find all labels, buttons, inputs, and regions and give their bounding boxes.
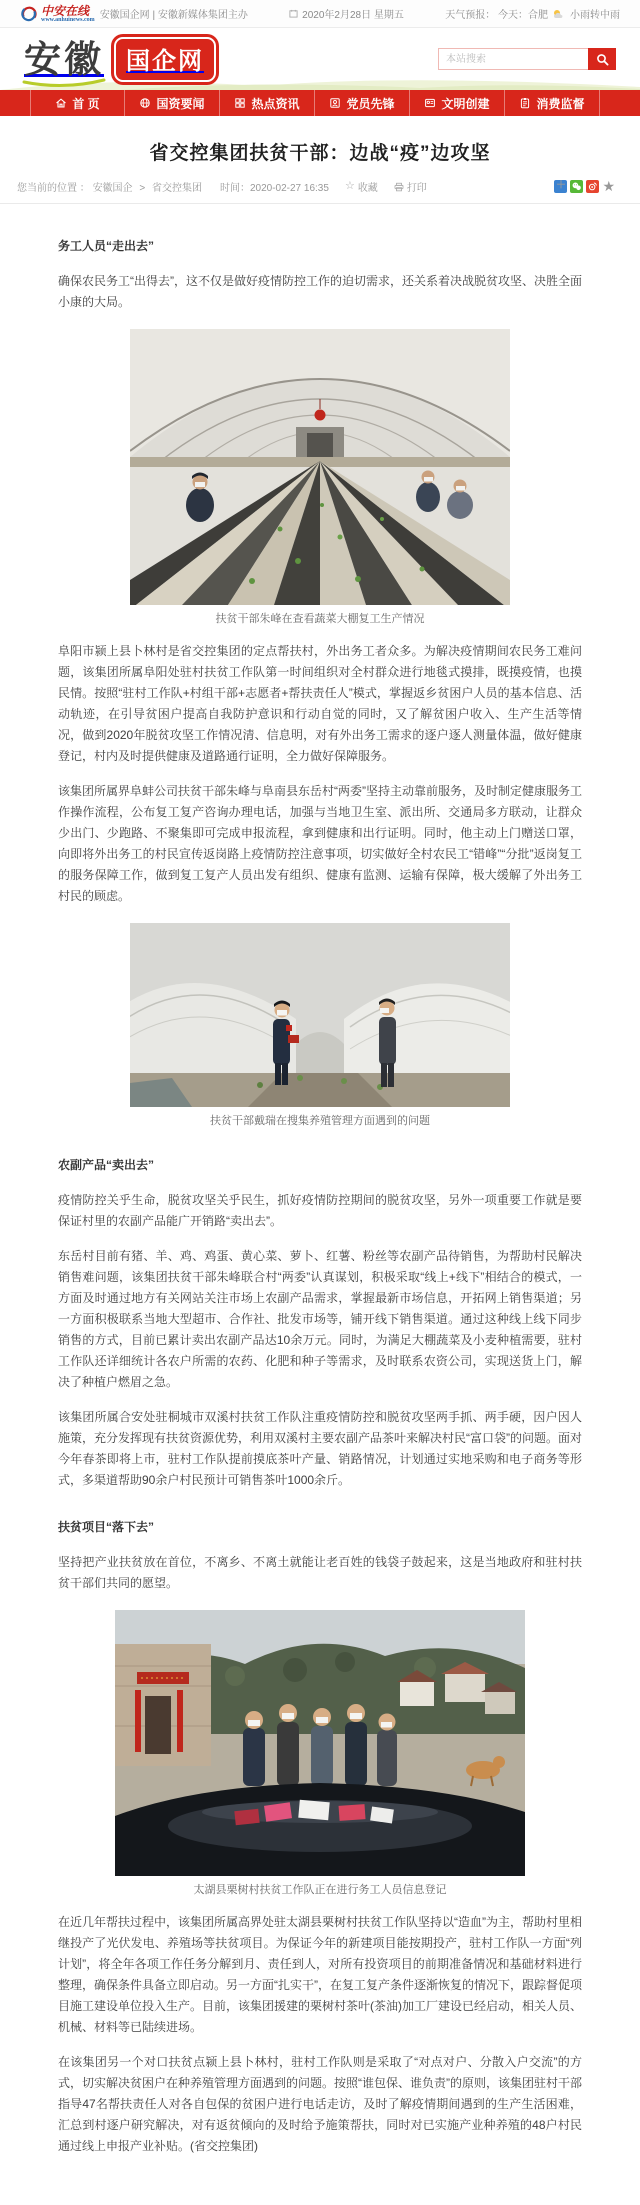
collect-star-icon: ☆ — [344, 180, 355, 192]
nav-item-party-pioneer[interactable]: 党员先锋 — [315, 90, 410, 116]
paragraph: 疫情防控关乎生命，脱贫攻坚关乎民生，抓好疫情防控期间的脱贫攻坚，另外一项重要工作就是要保证村里的农副产品能广开销路“卖出去”。 — [58, 1193, 582, 1228]
section-heading-workers-go-out: 务工人员“走出去” — [58, 239, 155, 253]
search-icon — [596, 53, 609, 66]
topbar — [0, 0, 640, 28]
anhuinews-logo-text: 中安在线 www.anhuinews.com — [41, 3, 95, 23]
figure-village-registration — [58, 1610, 582, 1898]
site-header — [0, 28, 640, 90]
main-nav — [0, 90, 640, 116]
news-grid-icon — [234, 97, 246, 109]
share-more-icon[interactable]: ＋ — [555, 180, 566, 191]
site-logo-anhui: 安徽 — [24, 36, 104, 81]
article-meta — [0, 179, 640, 204]
collect-button[interactable]: ☆ 收藏 — [344, 180, 378, 194]
paragraph: 该集团所属合安处驻桐城市双溪村扶贫工作队注重疫情防控和脱贫攻坚两手抓、两手硬，因户因人施策，充分发挥现有扶贫资源优势，利用双溪村主要农副产品茶叶来解决村民“富口袋”的问题。面对今年春茶即将上市，驻村工作队提前摸底茶叶产量、销路情况，计划通过实地采购和电子商务等形式，多渠道帮助90余户村民预计可销售茶叶1000余斤。 — [58, 1410, 582, 1487]
favorite-star-icon[interactable]: ★ — [602, 178, 615, 194]
photo-village-registration-image — [115, 1610, 525, 1876]
topbar-date: 2020年2月28日 星期五 — [302, 10, 404, 21]
nav-item-consumer-supervision[interactable]: 消费监督 — [505, 90, 600, 116]
anhuinews-swirl-icon — [20, 5, 38, 23]
figure-caption: 扶贫干部戴瑞在搜集养殖管理方面遇到的问题 — [210, 1115, 430, 1127]
site-logo[interactable] — [24, 37, 216, 82]
print-button[interactable]: 打印 — [394, 179, 427, 194]
paragraph: 该集团所属界阜蚌公司扶贫干部朱峰与阜南县东岳村“两委”坚持主动靠前服务，及时制定健康服务工作操作流程，公布复工复产咨询办理电话，加强与当地卫生室、派出所、交通局多方联动，让群众少出门、少跑路、不聚集即可完成申报流程，拿到健康和出行证明。同时，他主动上门赠送口罩，向即将外出务工的村民宣传返岗路上疫情防控注意事项，切实做好全村农民工“错峰”“分批”返岗复工的服务保障工作，做到复工复产人员出发有组织、健康有监测、运输有保障，极大缓解了外出务工村民的顾虑。 — [58, 784, 582, 903]
site-label: 安徽国企网 | 安徽新媒体集团主办 — [99, 10, 248, 21]
paragraph: 在该集团另一个对口扶贫点颍上县卜林村，驻村工作队则是采取了“对点对户、分散入户交流”的方式，切实解决贫困户在种养殖管理方面遇到的问题。按照“谁包保、谁负责”的原则，该集团驻村干部指导47名帮扶责任人对各自包保的贫困户进行电话走访，及时了解疫情期间遇到的生产生活困难，汇总到村逐户研究解决，对有返贫倾向的及时给予施策帮扶，同时对已实施产业种养殖的48户村民通过线上申报产业补贴。(省交控集团) — [58, 2055, 582, 2153]
page-title: 省交控集团扶贫干部：边战“疫”边攻坚 — [149, 143, 491, 164]
printer-icon — [394, 182, 404, 192]
anhuinews-url: www.anhuinews.com — [41, 16, 95, 23]
anhuinews-logo[interactable] — [20, 5, 95, 23]
weather-detail: 小雨转中雨 — [570, 10, 620, 21]
site-logo-badge: 国企网 — [114, 37, 216, 82]
calendar-icon — [289, 9, 298, 18]
search-button[interactable] — [588, 48, 616, 70]
breadcrumb-channel-link[interactable]: 省交控集团 — [151, 183, 202, 194]
paragraph: 阜阳市颍上县卜林村是省交控集团的定点帮扶村，外出务工者众多。为解决疫情期间农民务工难问题，该集团所属阜阳处驻村扶贫工作队第一时间组织对全村群众进行地毯式摸排，既摸疫情，也摸民情。按照“驻村工作队+村组干部+志愿者+帮扶责任人”模式，掌握返乡贫困户人员的基本信息、活动轨迹，在引导贫困户提高自我防护意识和行动自觉的同时，又了解贫困户收入、生产生活等情况，做到2020年脱贫攻坚工作情况清、信息明，对有外出务工需求的逐户逐人测量体温，做好健康登记，村内及时提供健康及道路通行证明，全力做好保障服务。 — [58, 644, 582, 763]
weather-label: 天气预报： 今天：合肥 — [445, 10, 548, 21]
section-heading-projects-land: 扶贫项目“落下去” — [58, 1520, 155, 1534]
nav-item-hot-news[interactable]: 热点资讯 — [220, 90, 315, 116]
figure-caption: 扶贫干部朱峰在查看蔬菜大棚复工生产情况 — [215, 613, 425, 625]
photo-greenhouse-alley-image — [130, 923, 510, 1107]
civilization-icon — [424, 97, 436, 109]
paragraph: 东岳村目前有猪、羊、鸡、鸡蛋、黄心菜、萝卜、红薯、粉丝等农副产品待销售，为帮助村民解决销售难问题，该集团扶贫干部朱峰联合村“两委”认真谋划，积极采取“线上+线下”相结合的模式，一方面及时通过地方有关网站关注市场上农副产品需求，掌握最新市场信息，开拓网上销售渠道；另一方面积极联系当地大型超市、合作社、批发市场等，铺开线下销售渠道。通过这种线上线下同步销售的方式，目前已累计卖出农副产品达10余万元。同时，为满足大棚蔬菜及小麦种植需要，驻村工作队还详细统计各农户所需的农药、化肥和种子等需求，及时联系农资公司，实现送货上门，解决了种植户燃眉之急。 — [58, 1249, 582, 1389]
figure-greenhouse-alley — [58, 923, 582, 1129]
search-box — [438, 48, 616, 70]
globe-icon — [139, 97, 151, 109]
photo-greenhouse-rows-image — [130, 329, 510, 605]
nav-item-home[interactable]: 首 页 — [30, 90, 125, 116]
nav-item-state-news[interactable]: 国资要闻 — [125, 90, 220, 116]
figure-caption: 太湖县栗树村扶贫工作队正在进行务工人员信息登记 — [193, 1884, 447, 1896]
figure-greenhouse-rows — [58, 329, 582, 627]
weibo-share-icon[interactable] — [586, 180, 599, 193]
paragraph: 在近几年帮扶过程中，该集团所属高界处驻太湖县栗树村扶贫工作队坚持以“造血”为主，帮助村里相继投产了光伏发电、养殖场等扶贫项目。为保证今年的新建项目能按期投产，驻村工作队一方面“列计划”，将全年各项工作任务分解到月、责任到人，对所有投资项目的前期准备情况和基础材料进行整理，确保条件具备立即启动。另一方面“扎实干”，在复工复产条件逐渐恢复的情况下，跟踪督促项目施工建设单位投入生产。目前，该集团援建的栗树村茶叶(茶油)加工厂建设已经启动，相关人员、机械、材料等已陆续进场。 — [58, 1915, 582, 2034]
home-icon — [55, 97, 67, 109]
search-input[interactable] — [438, 48, 588, 70]
share-bar — [554, 179, 615, 193]
breadcrumb — [17, 179, 202, 194]
party-member-icon — [329, 97, 341, 109]
article-body — [0, 204, 640, 2205]
paragraph: 确保农民务工“出得去”，这不仅是做好疫情防控工作的迫切需求，还关系着决战脱贫攻坚、决胜全面小康的大局。 — [58, 274, 582, 309]
paragraph: 坚持把产业扶贫放在首位，不离乡、不离土就能让老百姓的钱袋子鼓起来，这是当地政府和驻村扶贫干部们共同的愿望。 — [58, 1555, 582, 1590]
publish-time: 时间：2020-02-27 16:35 — [219, 183, 329, 194]
breadcrumb-label: 您当前的位置 ： — [17, 183, 90, 194]
supervision-icon — [519, 97, 531, 109]
nav-item-civilization[interactable]: 文明创建 — [410, 90, 505, 116]
weather-cloud-icon — [552, 9, 566, 19]
section-heading-products-sell: 农副产品“卖出去” — [58, 1158, 155, 1172]
logo-underline-swoosh — [22, 77, 106, 89]
wechat-share-icon[interactable] — [570, 180, 583, 193]
breadcrumb-home-link[interactable]: 安徽国企 — [92, 183, 133, 194]
breadcrumb-separator: > — [139, 183, 146, 194]
